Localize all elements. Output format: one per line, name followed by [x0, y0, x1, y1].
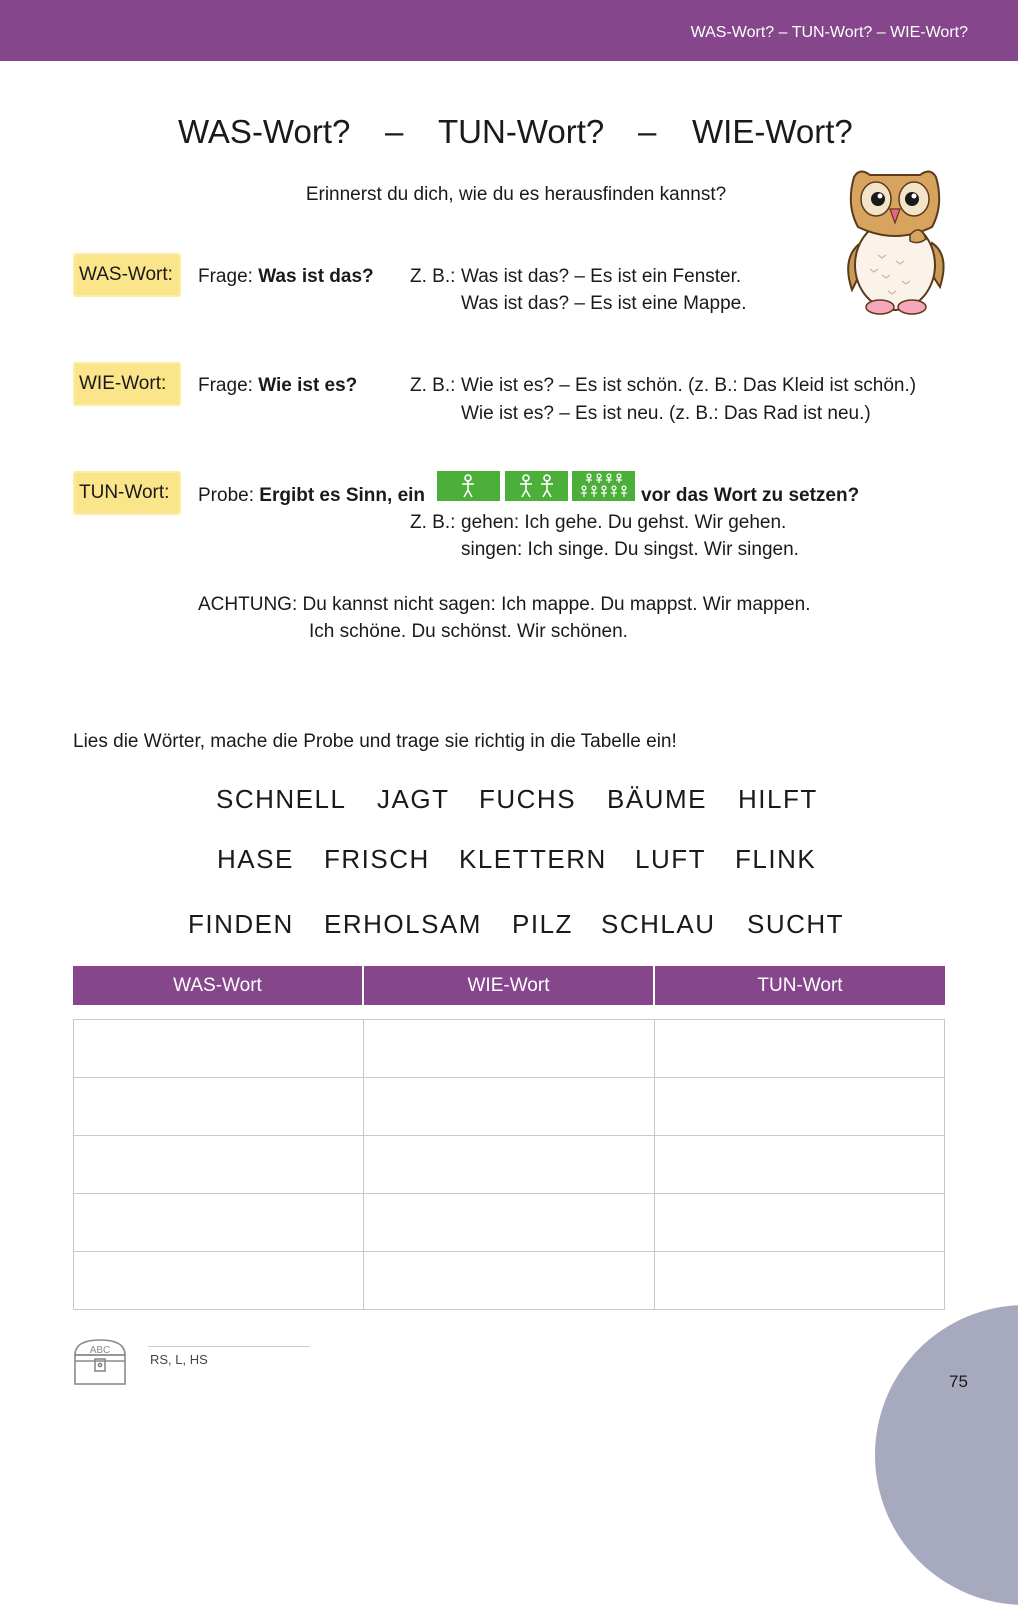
title-dash: – [638, 113, 657, 150]
column-header-tun: TUN-Wort [655, 966, 945, 1005]
answer-cell[interactable] [74, 1078, 364, 1136]
probe-text: Ergibt es Sinn, ein [259, 485, 426, 506]
word-item: SCHLAU [601, 909, 716, 939]
word-item: FRISCH [324, 844, 430, 874]
tun-example-1: gehen: Ich gehe. Du gehst. Wir gehen. [461, 512, 787, 533]
word-item: SUCHT [747, 909, 845, 939]
zb-label: Z. B.: [410, 266, 456, 287]
school-type-code: RS, L, HS [150, 1352, 208, 1367]
was-frage [198, 266, 374, 288]
page-corner-shape [875, 1305, 1018, 1605]
frage-text: Was ist das? [258, 266, 374, 287]
chest-label: ABC [89, 1345, 111, 1356]
answer-cell[interactable] [74, 1194, 364, 1252]
column-header-was: WAS-Wort [73, 966, 362, 1005]
title-was: WAS-Wort? [178, 113, 351, 150]
answer-cell[interactable] [655, 1136, 945, 1194]
probe-end-text: vor das Wort zu setzen? [641, 485, 860, 506]
word-item: SCHNELL [216, 784, 347, 814]
title-wie: WIE-Wort? [692, 113, 853, 150]
header-title: WAS-Wort? – TUN-Wort? – WIE-Wort? [690, 24, 968, 41]
owl-illustration [840, 165, 950, 320]
word-item: FINDEN [188, 909, 294, 939]
frage-label: Frage: [198, 266, 253, 287]
answer-cell[interactable] [364, 1078, 655, 1136]
word-item: FLINK [735, 844, 817, 874]
wie-wort-tag: WIE-Wort: [73, 362, 181, 406]
exercise-instruction: Lies die Wörter, mache die Probe und trage sie richtig in die Tabelle ein! [73, 731, 677, 752]
wie-example-1: Wie ist es? – Es ist schön. (z. B.: Das Kleid ist schön.) [461, 375, 917, 396]
zb-label: Z. B.: [410, 375, 456, 396]
treasure-chest-icon [72, 1337, 128, 1387]
answer-cell[interactable] [655, 1020, 945, 1078]
wie-frage [198, 375, 357, 397]
pronoun-two-persons-icon [505, 471, 568, 501]
answer-cell[interactable] [655, 1194, 945, 1252]
tun-wort-tag: TUN-Wort: [73, 471, 181, 515]
word-item: FUCHS [479, 784, 577, 814]
word-item: HASE [217, 844, 294, 874]
was-example-1: Was ist das? – Es ist ein Fenster. [461, 266, 742, 287]
zb-label: Z. B.: [410, 512, 456, 533]
page-number: 75 [949, 1372, 968, 1391]
answer-cell[interactable] [74, 1136, 364, 1194]
answer-cell[interactable] [655, 1252, 945, 1309]
pronoun-one-person-icon [437, 471, 500, 501]
subtitle: Erinnerst du dich, wie du es herausfinden kannst? [305, 184, 727, 205]
answer-cell[interactable] [74, 1020, 364, 1078]
column-header-wie: WIE-Wort [364, 966, 653, 1005]
answer-cell[interactable] [364, 1252, 655, 1309]
table-header [73, 966, 945, 1005]
achtung-line-2: Ich schöne. Du schönst. Wir schönen. [309, 621, 628, 642]
answer-cell[interactable] [364, 1194, 655, 1252]
wie-example-2: Wie ist es? – Es ist neu. (z. B.: Das Rad ist neu.) [461, 403, 871, 424]
tun-probe [198, 485, 425, 507]
title-dash: – [385, 113, 404, 150]
word-item: PILZ [512, 909, 573, 939]
header-bar [0, 0, 1018, 61]
word-item: JAGT [377, 784, 450, 814]
frage-label: Frage: [198, 375, 253, 396]
answer-cell[interactable] [364, 1136, 655, 1194]
was-example-2: Was ist das? – Es ist eine Mappe. [461, 293, 747, 314]
page-title [0, 113, 1018, 157]
word-item: HILFT [738, 784, 818, 814]
answer-table [73, 1019, 945, 1310]
word-item: LUFT [635, 844, 706, 874]
tun-example-2: singen: Ich singe. Du singst. Wir singen. [461, 539, 799, 560]
word-item: ERHOLSAM [324, 909, 482, 939]
footer-divider [148, 1346, 310, 1347]
word-item: KLETTERN [459, 844, 607, 874]
was-wort-tag: WAS-Wort: [73, 253, 181, 297]
frage-text: Wie ist es? [258, 375, 358, 396]
probe-label: Probe: [198, 485, 254, 506]
achtung-line-1: ACHTUNG: Du kannst nicht sagen: Ich mappe. Du mappst. Wir mappen. [198, 594, 811, 615]
word-item: BÄUME [607, 784, 707, 814]
pronoun-group-icon [572, 471, 635, 501]
title-tun: TUN-Wort? [438, 113, 605, 150]
answer-cell[interactable] [74, 1252, 364, 1309]
answer-cell[interactable] [655, 1078, 945, 1136]
answer-cell[interactable] [364, 1020, 655, 1078]
